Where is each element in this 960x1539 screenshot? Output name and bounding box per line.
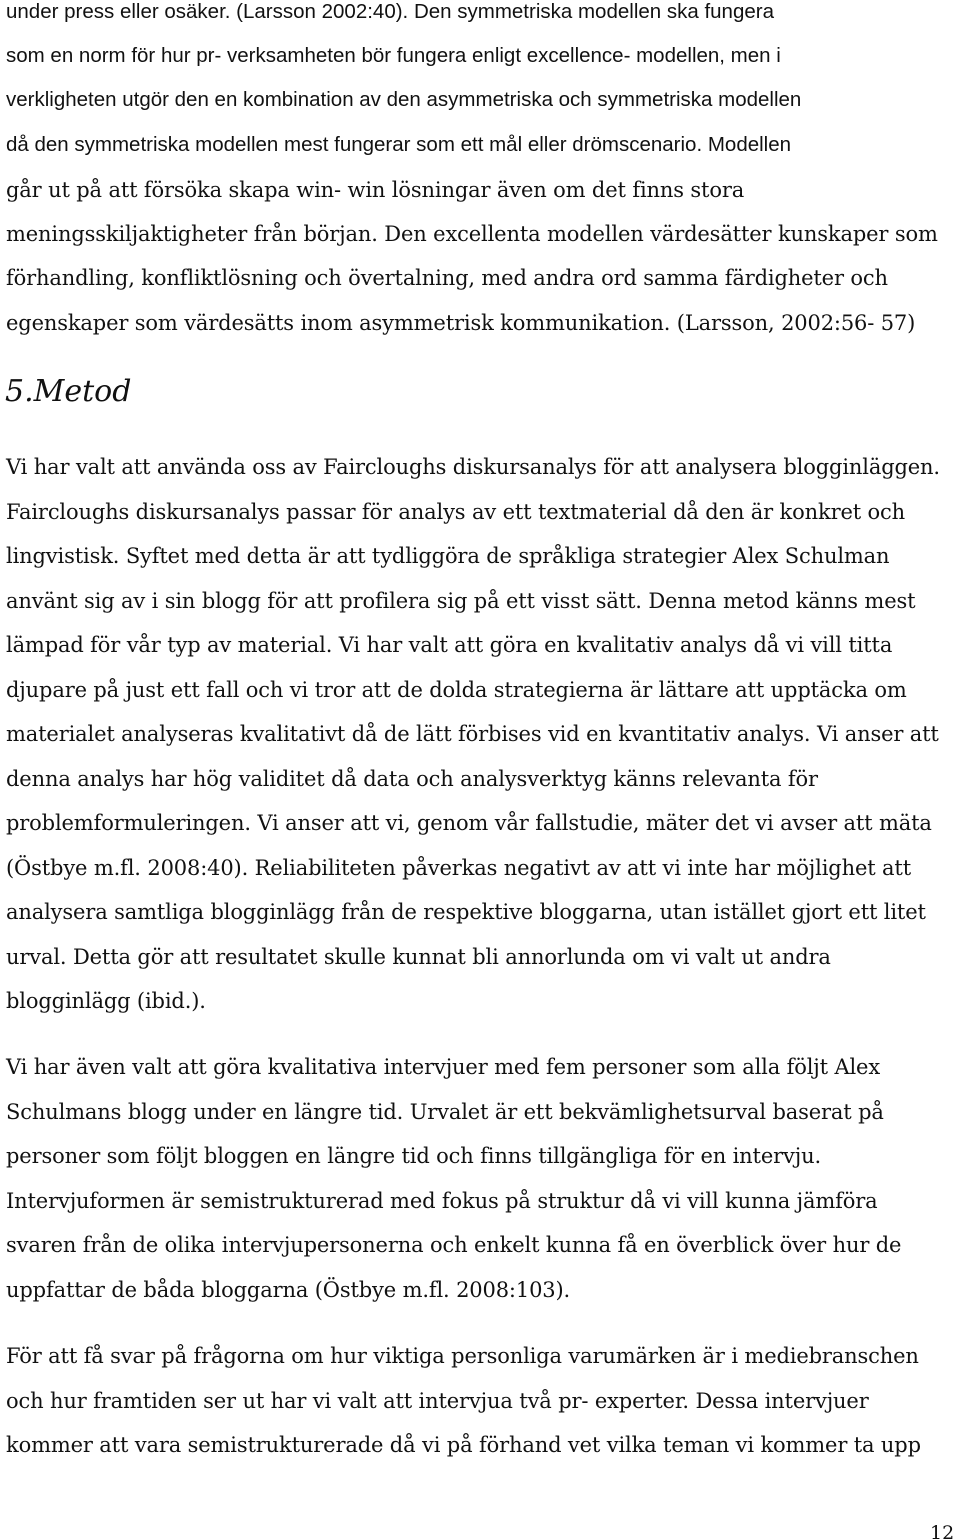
paragraph-line: blogginlägg (ibid.). xyxy=(6,989,206,1013)
intro-line: egenskaper som värdesätts inom asymmetrisk kommunikation. (Larsson, 2002:56- 57) xyxy=(6,311,916,335)
paragraph-line: denna analys har hög validitet då data och analysverktyg känns relevanta för xyxy=(6,767,818,791)
paragraph-line: uppfattar de båda bloggarna (Östbye m.fl. 2008:103). xyxy=(6,1278,571,1302)
intro-line: under press eller osäker. (Larsson 2002:40). Den symmetriska modellen ska fungera xyxy=(6,0,774,23)
intro-line: går ut på att försöka skapa win- win lösningar även om det finns stora xyxy=(6,178,745,202)
paragraph-line: Faircloughs diskursanalys passar för analys av ett textmaterial då den är konkret och xyxy=(6,500,906,524)
paragraph-line: (Östbye m.fl. 2008:40). Reliabiliteten påverkas negativt av att vi inte har möjlighet att xyxy=(6,856,911,880)
paragraph-line: kommer att vara semistrukturerade då vi på förhand vet vilka teman vi kommer ta upp xyxy=(6,1433,921,1457)
paragraph-line: urval. Detta gör att resultatet skulle kunnat bli annorlunda om vi valt ut andra xyxy=(6,945,831,969)
paragraph-line: problemformuleringen. Vi anser att vi, genom vår fallstudie, mäter det vi avser att mäta xyxy=(6,811,932,835)
paragraph-line: För att få svar på frågorna om hur viktiga personliga varumärken är i mediebranschen xyxy=(6,1344,919,1368)
intro-line: som en norm för hur pr- verksamheten bör fungera enligt excellence- modellen, men i xyxy=(6,44,781,67)
paragraph-line: Intervjuformen är semistrukturerad med fokus på struktur då vi vill kunna jämföra xyxy=(6,1189,878,1213)
paragraph-line: lingvistisk. Syftet med detta är att tydliggöra de språkliga strategier Alex Schulman xyxy=(6,544,890,568)
paragraph-line: använt sig av i sin blogg för att profilera sig på ett visst sätt. Denna metod känns mest xyxy=(6,589,916,613)
page-number: 12 xyxy=(930,1522,955,1539)
intro-line: då den symmetriska modellen mest fungerar som ett mål eller drömscenario. Modellen xyxy=(6,133,792,156)
paragraph-line: materialet analyseras kvalitativt då de lätt förbises vid en kvantitativ analys. Vi anser att xyxy=(6,722,939,746)
paragraph-line: lämpad för vår typ av material. Vi har valt att göra en kvalitativ analys då vi vill titta xyxy=(6,633,893,657)
section-heading: 5.Metod xyxy=(5,374,132,409)
paragraph-line: och hur framtiden ser ut har vi valt att intervjua två pr- experter. Dessa intervjuer xyxy=(6,1389,869,1413)
intro-line: meningsskiljaktigheter från början. Den excellenta modellen värdesätter kunskaper som xyxy=(6,222,938,246)
intro-line: verkligheten utgör den en kombination av den asymmetriska och symmetriska modellen xyxy=(6,88,802,111)
paragraph-line: analysera samtliga blogginlägg från de respektive bloggarna, utan istället gjort ett litet xyxy=(6,900,926,924)
paragraph-line: djupare på just ett fall och vi tror att de dolda strategierna är lättare att upptäcka om xyxy=(6,678,907,702)
paragraph-line: personer som följt bloggen en längre tid och finns tillgängliga för en intervju. xyxy=(6,1144,821,1168)
intro-line: förhandling, konfliktlösning och övertalning, med andra ord samma färdigheter och xyxy=(6,266,888,290)
paragraph-line: svaren från de olika intervjupersonerna och enkelt kunna få en överblick över hur de xyxy=(6,1233,902,1257)
paragraph-line: Schulmans blogg under en längre tid. Urvalet är ett bekvämlighetsurval baserat på xyxy=(6,1100,884,1124)
paragraph-line: Vi har även valt att göra kvalitativa intervjuer med fem personer som alla följt Alex xyxy=(6,1055,881,1079)
paragraph-line: Vi har valt att använda oss av Faircloughs diskursanalys för att analysera blogginläggen. xyxy=(6,455,940,479)
